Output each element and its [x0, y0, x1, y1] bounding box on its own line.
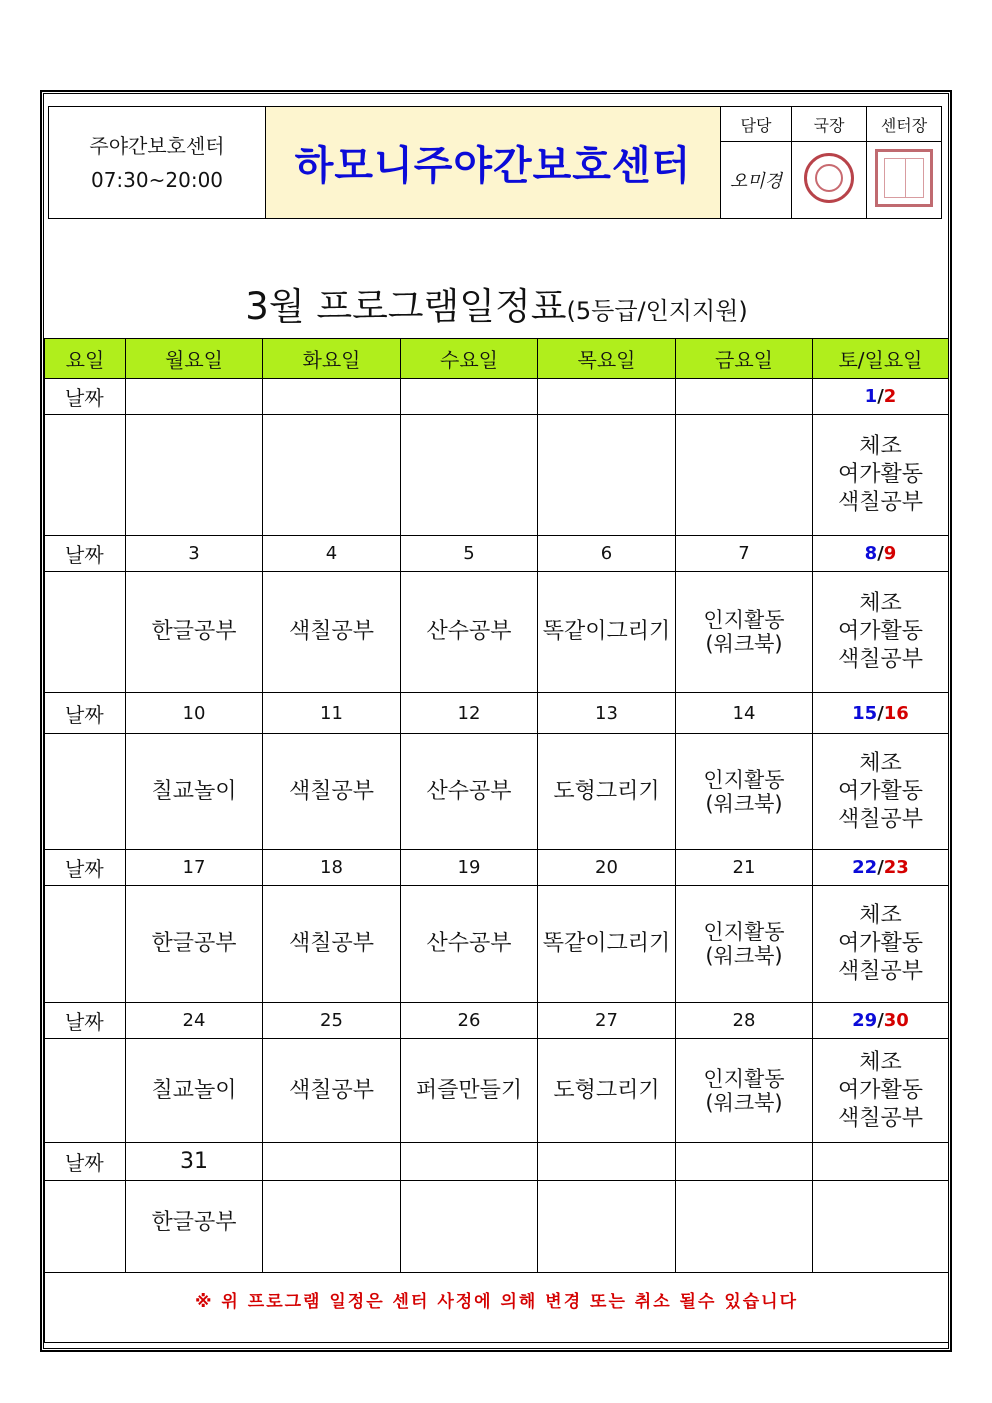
- activity-line: (워크북): [705, 1090, 783, 1115]
- weekend-date-separator: /: [877, 386, 884, 407]
- date-fri: 14: [676, 693, 813, 734]
- activity-line: 색칠공부: [288, 931, 374, 956]
- document-header: [48, 106, 942, 219]
- activity-fri: [676, 1181, 813, 1273]
- activity-line: 칠교놀이: [151, 778, 237, 804]
- center-title: 하모니주야간보호센터: [266, 107, 721, 219]
- date-tue: 4: [263, 536, 401, 572]
- weekend-activity-line: 색칠공부: [837, 806, 923, 832]
- date-weekend: [813, 1003, 949, 1039]
- activity-line: 퍼즐만들기: [415, 1077, 523, 1103]
- activity-wed: [401, 572, 538, 693]
- weekend-activity-line: 여가활동: [837, 1077, 923, 1103]
- activity-mon: [126, 1181, 263, 1273]
- activity-line: 칠교놀이: [151, 1077, 237, 1103]
- date-tue: 11: [263, 693, 401, 734]
- date-label: 날짜: [45, 850, 126, 886]
- page-title-sub: (5등급/인지지원): [566, 297, 748, 325]
- col-header-tue: 화요일: [263, 339, 401, 379]
- date-weekend: [813, 850, 949, 886]
- col-header-wed: 수요일: [401, 339, 538, 379]
- activity-line: 도형그리기: [553, 1077, 660, 1103]
- activity-mon: [126, 415, 263, 536]
- activity-thu: [538, 572, 676, 693]
- date-thu: 27: [538, 1003, 676, 1039]
- activity-fri: [676, 886, 813, 1003]
- activity-wed: [401, 1039, 538, 1143]
- saturday-date: 1: [864, 386, 878, 407]
- date-thu: 20: [538, 850, 676, 886]
- activity-weekend: [813, 572, 949, 693]
- weekend-activity-line: 색칠공부: [837, 959, 923, 984]
- date-fri: 28: [676, 1003, 813, 1039]
- activity-row: [45, 886, 949, 1003]
- square-seal-stamp-icon: [875, 149, 933, 207]
- activity-weekend: [813, 415, 949, 536]
- activity-line: 똑같이그리기: [542, 619, 671, 644]
- date-tue: [263, 1143, 401, 1181]
- page-title: [44, 282, 949, 336]
- activity-line: 인지활동: [703, 767, 785, 792]
- activity-row: [45, 572, 949, 693]
- activity-mon: [126, 572, 263, 693]
- weekend-activity-line: 색칠공부: [837, 647, 923, 672]
- activity-line: (워크북): [705, 791, 783, 816]
- date-mon: 17: [126, 850, 263, 886]
- activity-line: 산수공부: [426, 619, 512, 644]
- activity-line: 인지활동: [703, 920, 785, 944]
- date-label: 날짜: [45, 1143, 126, 1181]
- director-signature: [792, 142, 867, 219]
- date-thu: 6: [538, 536, 676, 572]
- saturday-date: 22: [852, 857, 878, 878]
- schedule-change-notice: ※ 위 프로그램 일정은 센터 사정에 의해 변경 또는 취소 될수 있습니다: [45, 1273, 949, 1343]
- weekend-activity-line: 여가활동: [837, 462, 923, 487]
- activity-line: 한글공부: [151, 931, 237, 956]
- date-wed: 19: [401, 850, 538, 886]
- weekend-activity-line: 체조: [859, 434, 902, 459]
- manager-signature: 오미경: [721, 142, 792, 219]
- approval-role-manager: 담당: [721, 107, 792, 142]
- activity-line: (워크북): [705, 632, 783, 656]
- activity-tue: [263, 572, 401, 693]
- round-seal-stamp-icon: [804, 153, 854, 203]
- date-wed: [401, 379, 538, 415]
- date-tue: 25: [263, 1003, 401, 1039]
- activity-line: 한글공부: [151, 619, 237, 644]
- date-fri: [676, 379, 813, 415]
- activity-weekend: [813, 1039, 949, 1143]
- date-row: [45, 1143, 949, 1181]
- weekend-activity-line: 여가활동: [837, 619, 923, 644]
- date-wed: [401, 1143, 538, 1181]
- weekend-activity-line: 여가활동: [837, 778, 923, 804]
- col-header-fri: 금요일: [676, 339, 813, 379]
- activity-tue: [263, 1039, 401, 1143]
- date-mon: 31: [126, 1143, 263, 1181]
- date-mon: 10: [126, 693, 263, 734]
- sunday-date: 16: [883, 702, 909, 724]
- date-fri: [676, 1143, 813, 1181]
- notice-row: [45, 1273, 949, 1343]
- head-signature: [867, 142, 942, 219]
- date-row: [45, 536, 949, 572]
- col-header-day: 요일: [45, 339, 126, 379]
- activity-fri: [676, 734, 813, 850]
- date-fri: 21: [676, 850, 813, 886]
- sunday-date: 9: [883, 543, 897, 564]
- date-label: 날짜: [45, 1003, 126, 1039]
- activity-wed: [401, 734, 538, 850]
- activity-thu: [538, 1039, 676, 1143]
- approval-role-head: 센터장: [867, 107, 942, 142]
- weekend-activity-line: 체조: [859, 903, 902, 928]
- activity-line: 한글공부: [151, 1210, 237, 1235]
- col-header-mon: 월요일: [126, 339, 263, 379]
- saturday-date: 15: [852, 702, 878, 724]
- activity-fri: [676, 572, 813, 693]
- weekend-activity-line: 여가활동: [837, 931, 923, 956]
- activity-weekend: [813, 1181, 949, 1273]
- activity-wed: [401, 415, 538, 536]
- activity-mon: [126, 734, 263, 850]
- weekend-date-separator: /: [877, 543, 884, 564]
- activity-line: 똑같이그리기: [542, 931, 671, 956]
- sunday-date: 23: [883, 857, 909, 878]
- date-weekend: [813, 379, 949, 415]
- approval-role-director: 국장: [792, 107, 867, 142]
- activity-weekend: [813, 886, 949, 1003]
- row-label-blank: [45, 1039, 126, 1143]
- date-weekend: [813, 693, 949, 734]
- activity-thu: [538, 886, 676, 1003]
- date-tue: [263, 379, 401, 415]
- date-wed: 26: [401, 1003, 538, 1039]
- weekend-activity-line: 체조: [859, 1049, 902, 1075]
- date-wed: 5: [401, 536, 538, 572]
- activity-line: 색칠공부: [288, 1077, 374, 1103]
- sunday-date: 30: [883, 1010, 909, 1031]
- weekend-activity-line: 색칠공부: [837, 1105, 923, 1131]
- weekend-activity-line: 체조: [859, 750, 902, 776]
- date-thu: [538, 379, 676, 415]
- activity-line: (워크북): [705, 944, 783, 968]
- activity-tue: [263, 886, 401, 1003]
- activity-mon: [126, 886, 263, 1003]
- activity-row: [45, 734, 949, 850]
- activity-line: 색칠공부: [288, 778, 374, 804]
- weekday-header-row: [45, 339, 949, 379]
- date-label: 날짜: [45, 379, 126, 415]
- date-mon: [126, 379, 263, 415]
- center-name: 주야간보호센터: [89, 133, 225, 158]
- saturday-date: 29: [852, 1010, 878, 1031]
- center-info: [49, 107, 266, 219]
- activity-thu: [538, 415, 676, 536]
- date-fri: 7: [676, 536, 813, 572]
- activity-tue: [263, 734, 401, 850]
- activity-row: [45, 1181, 949, 1273]
- activity-line: 산수공부: [426, 931, 512, 956]
- col-header-thu: 목요일: [538, 339, 676, 379]
- sunday-date: 2: [883, 386, 897, 407]
- saturday-date: 8: [864, 543, 878, 564]
- date-mon: 3: [126, 536, 263, 572]
- date-mon: 24: [126, 1003, 263, 1039]
- activity-thu: [538, 1181, 676, 1273]
- activity-tue: [263, 1181, 401, 1273]
- date-row: [45, 850, 949, 886]
- row-label-blank: [45, 886, 126, 1003]
- date-wed: 12: [401, 693, 538, 734]
- date-label: 날짜: [45, 693, 126, 734]
- activity-row: [45, 1039, 949, 1143]
- activity-weekend: [813, 734, 949, 850]
- activity-line: 인지활동: [703, 1066, 785, 1091]
- date-row: [45, 693, 949, 734]
- weekend-activity-line: 체조: [859, 591, 902, 616]
- activity-line: 도형그리기: [553, 778, 660, 804]
- page-title-main: 3월 프로그램일정표: [245, 285, 567, 328]
- date-thu: 13: [538, 693, 676, 734]
- operating-hours: 07:30~20:00: [90, 167, 224, 192]
- weekend-date-separator: /: [877, 702, 884, 724]
- col-header-weekend: 토/일요일: [813, 339, 949, 379]
- date-tue: 18: [263, 850, 401, 886]
- activity-fri: [676, 415, 813, 536]
- weekend-activity-line: 색칠공부: [837, 490, 923, 515]
- row-label-blank: [45, 734, 126, 850]
- weekend-date-separator: /: [877, 1010, 884, 1031]
- row-label-blank: [45, 1181, 126, 1273]
- date-row: [45, 1003, 949, 1039]
- date-thu: [538, 1143, 676, 1181]
- activity-wed: [401, 1181, 538, 1273]
- activity-tue: [263, 415, 401, 536]
- activity-thu: [538, 734, 676, 850]
- activity-line: 산수공부: [426, 778, 512, 804]
- activity-line: 인지활동: [703, 608, 785, 632]
- date-row: [45, 379, 949, 415]
- row-label-blank: [45, 572, 126, 693]
- weekend-date-separator: /: [877, 857, 884, 878]
- activity-line: 색칠공부: [288, 619, 374, 644]
- row-label-blank: [45, 415, 126, 536]
- activity-wed: [401, 886, 538, 1003]
- activity-mon: [126, 1039, 263, 1143]
- date-weekend: [813, 1143, 949, 1181]
- date-label: 날짜: [45, 536, 126, 572]
- date-weekend: [813, 536, 949, 572]
- activity-row: [45, 415, 949, 536]
- program-schedule-table: [44, 338, 949, 1343]
- activity-fri: [676, 1039, 813, 1143]
